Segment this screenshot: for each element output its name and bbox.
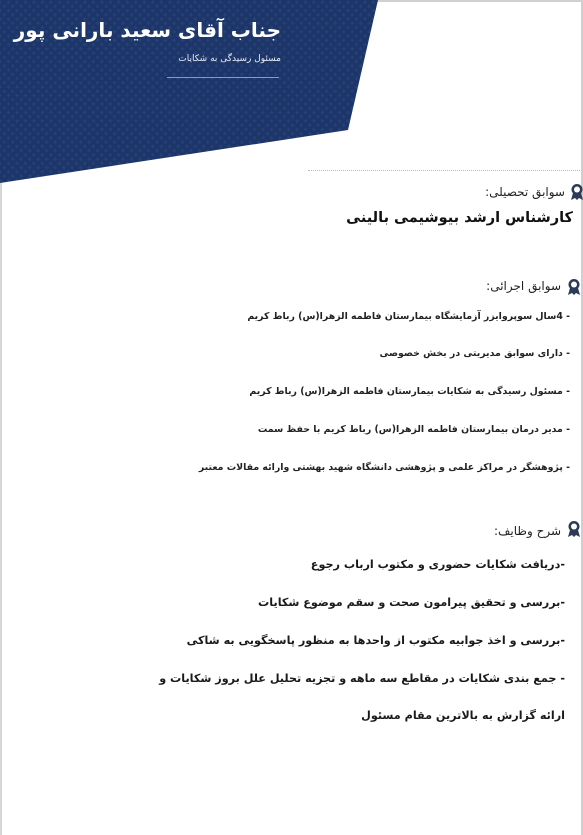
award-ribbon-icon [570, 183, 583, 201]
experience-heading: سوابق اجرائی: [486, 279, 561, 293]
duty-item: -بررسی و تحقیق پیرامون صحت و سقم موضوع شکایات [258, 596, 565, 609]
banner-name: جناب آقای سعید بارانی پور [13, 18, 281, 42]
banner-underline [167, 77, 279, 78]
duty-item: - جمع بندی شکایات در مقاطع سه ماهه و تجزیه تحلیل علل بروز شکایات و [159, 672, 565, 685]
duty-item: -بررسی و اخذ جوابیه مکتوب از واحدها به منظور پاسخگویی به شاکی [186, 634, 565, 647]
experience-item: - مسئول رسیدگی به شکایات بیمارستان فاطمه الزهرا(س) رباط کریم [249, 386, 570, 397]
duty-item: -دریافت شکایات حضوری و مکتوب ارباب رجوع [310, 558, 565, 571]
education-degree: کارشناس ارشد بیوشیمی بالینی [346, 210, 573, 226]
duty-item: ارائه گزارش به بالاترین مقام مسئول [361, 709, 565, 722]
experience-item: - مدیر درمان بیمارستان فاطمه الزهرا(س) رباط کریم با حفظ سمت [257, 424, 570, 435]
experience-item: - دارای سوابق مدیریتی در بخش خصوصی [379, 348, 570, 359]
education-heading: سوابق تحصیلی: [485, 185, 565, 199]
banner-role: مسئول رسیدگی به شکایات [178, 54, 281, 64]
award-ribbon-icon [567, 520, 581, 538]
duties-heading: شرح وظایف: [493, 524, 561, 538]
section-divider [308, 170, 580, 171]
experience-item: - 4سال سوپروایزر آزمایشگاه بیمارستان فاطمه الزهرا(س) رباط کریم [247, 311, 570, 322]
award-ribbon-icon [567, 278, 581, 296]
experience-item: - پژوهشگر در مراکز علمی و پژوهشی دانشگاه شهید بهشتی وارائه مقالات معتبر [198, 462, 570, 473]
